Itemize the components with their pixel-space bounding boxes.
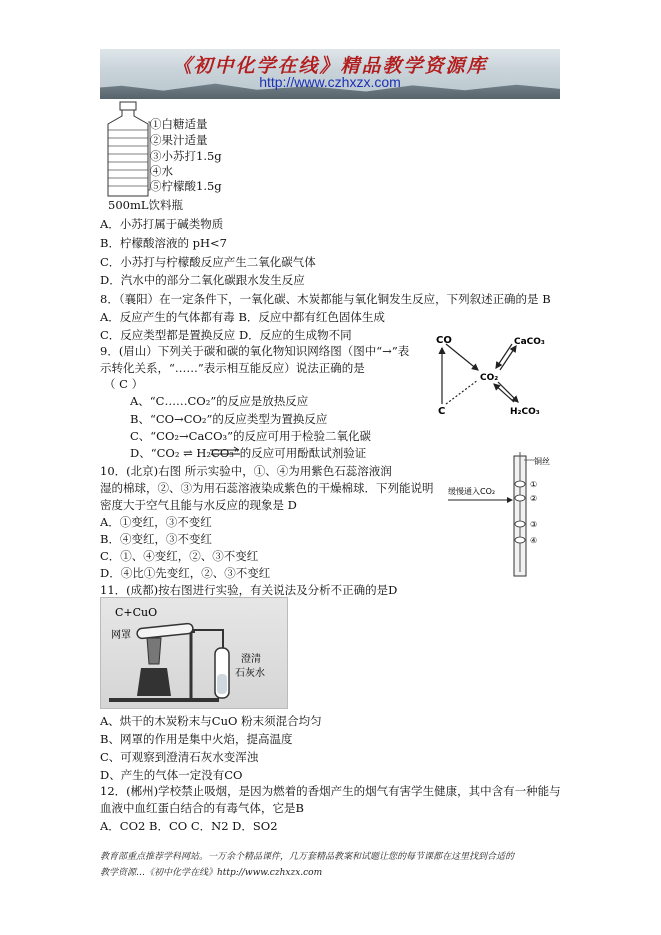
limewater-label: 石灰水 — [235, 668, 265, 679]
option-line: D、产生的气体一定没有CO — [100, 768, 243, 782]
question-11: 11．(成都)按右图进行实验，有关说法及分析不正确的是D — [100, 583, 398, 597]
header-banner — [100, 49, 560, 99]
footer-line: 教育部重点推荐学科网站。一万余个精品课件，几万套精品教案和试题让您的每节课都在这里找到合适的 — [100, 852, 515, 862]
question-8: 8．（襄阳）在一定条件下，一氧化碳、木炭都能与氧化铜发生反应，下列叙述正确的是 B — [100, 292, 551, 306]
option-line: C、“CO₂→CaCO₃”的反应可用于检验二氧化碳 — [130, 429, 372, 443]
bottle-item: ④水 — [150, 164, 173, 178]
bottle-item: ②果汁适量 — [150, 133, 208, 147]
question-12-options: A．CO2 B．CO C．N2 D．SO2 — [100, 819, 278, 833]
option-line: D．④比①先变红，②、③不变红 — [100, 566, 271, 580]
reagent-label: C+CuO — [115, 606, 158, 619]
equilibrium-arrow-icon — [208, 446, 242, 458]
banner-url[interactable]: http://www.czhxzx.com — [259, 74, 401, 90]
carbon-reduction-apparatus — [100, 597, 288, 709]
option-line: D．汽水中的部分二氧化碳跟水发生反应 — [100, 273, 305, 287]
bottle-item: ⑤柠檬酸1.5g — [150, 179, 222, 193]
tube-ball-label: ② — [530, 494, 538, 503]
option-line: B．④变红，③不变红 — [100, 532, 212, 546]
question-10: 10．(北京)右图 所示实验中，①、④为用紫色石蕊溶液润 — [100, 464, 392, 478]
question-9-cont: 示转化关系，“……”表示相互能反应）说法正确的是 — [100, 361, 365, 375]
bottle-item: ③小苏打1.5g — [150, 149, 222, 163]
tube-inlet-label: 缓慢通入CO₂ — [448, 487, 496, 496]
footer-text — [100, 849, 570, 881]
option-line: C．①、④变红，②、③不变红 — [100, 549, 259, 563]
question-10-cont: 湿的棉球，②、③为用石蕊溶液染成紫色的干燥棉球．下列能说明 — [100, 481, 434, 495]
option-line: A．小苏打属于碱类物质 — [100, 217, 224, 231]
limewater-label: 澄清 — [241, 654, 261, 665]
node-co2: CO₂ — [480, 373, 499, 383]
option-line: C、可观察到澄清石灰水变浑浊 — [100, 750, 259, 764]
option-line: A、烘干的木炭粉末与CuO 粉末须混合均匀 — [100, 714, 322, 728]
node-caco3: CaCO₃ — [514, 337, 545, 347]
option-line: B、网罩的作用是集中火焰，提高温度 — [100, 732, 293, 746]
question-12-cont: 血液中血红蛋白结合的有毒气体，它是B — [100, 801, 304, 815]
option-line: D、“CO₂ ⇌ H₂CO₃”的反应可用酚酞试剂验证 — [130, 446, 367, 460]
node-co: CO — [436, 335, 452, 346]
tube-ball-label: ④ — [530, 536, 538, 545]
option-line: B、“CO→CO₂”的反应类型为置换反应 — [130, 412, 328, 426]
option-line: C．小苏打与柠檬酸反应产生二氧化碳气体 — [100, 255, 316, 269]
question-9-answer: （ C ） — [104, 377, 144, 391]
banner-title: 《初中化学在线》精品教学资源库 — [172, 55, 488, 77]
bottle-item: ①白糖适量 — [150, 117, 208, 131]
footer-line[interactable]: 教学资源…《初中化学在线》http://www.czhxzx.com — [100, 868, 323, 878]
tube-ball-label: ③ — [530, 520, 538, 529]
carbon-network-diagram — [430, 330, 570, 420]
option-line: A、“C……CO₂”的反应是放热反应 — [130, 394, 309, 408]
tube-wire-label: 铜丝 — [534, 457, 550, 466]
co2-tube-diagram — [446, 448, 566, 583]
option-line: B．柠檬酸溶液的 pH<7 — [100, 236, 227, 250]
bottle-caption: 500mL饮料瓶 — [108, 198, 183, 212]
question-9: 9．(眉山）下列关于碳和碳的氧化物知识网络图（图中“→”表 — [100, 344, 410, 358]
option-line: A．反应产生的气体都有毒 B．反应中都有红色固体生成 — [100, 310, 385, 324]
hood-label: 网罩 — [111, 630, 131, 641]
node-h2co3: H₂CO₃ — [510, 407, 540, 417]
question-12: 12．(郴州)学校禁止吸烟，是因为燃着的香烟产生的烟气有害学生健康，其中含有一种能与 — [100, 784, 561, 798]
option-line: C．反应类型都是置换反应 D．反应的生成物不同 — [100, 328, 352, 342]
node-c: C — [438, 406, 446, 417]
tube-ball-label: ① — [530, 480, 538, 489]
option-line: A．①变红，③不变红 — [100, 515, 212, 529]
question-10-cont: 密度大于空气且能与水反应的现象是 D — [100, 498, 297, 512]
